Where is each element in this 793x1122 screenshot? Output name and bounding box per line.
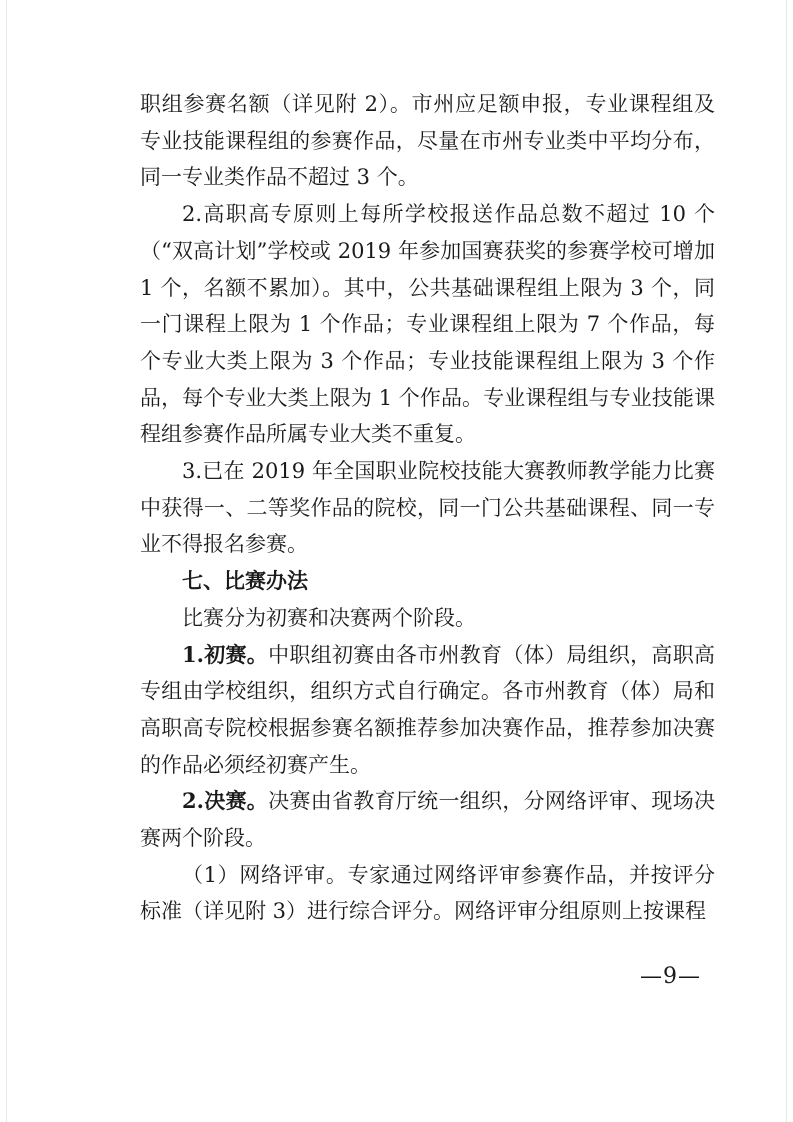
page-number: —9—	[640, 964, 701, 989]
paragraph-text: （1）网络评审。专家通过网络评审参赛作品，并按评分标准（详见附 3）进行综合评分。网络评审分组原则上按课程	[140, 862, 715, 924]
paragraph-lead: 1.初赛。	[182, 641, 269, 667]
paragraph-lead: 2.决赛。	[182, 788, 269, 814]
paragraph-final	[140, 783, 715, 856]
paragraph-text: 比赛分为初赛和决赛两个阶段。	[182, 605, 476, 630]
paragraph-stages	[140, 600, 715, 637]
paragraph-text: 职组参赛名额（详见附 2）。市州应足额申报，专业课程组及专业技能课程组的参赛作品，尽量在市州专业类中平均分布，同一专业类作品不超过 3 个。	[140, 92, 715, 190]
document-body	[140, 86, 715, 930]
paragraph-rule-3	[140, 453, 715, 563]
paragraph-text: 3.已在 2019 年全国职业院校技能大赛教师教学能力比赛中获得一、二等奖作品的院校，同一门公共基础课程、同一专业不得报名参赛。	[140, 459, 715, 557]
scan-edge-right	[786, 0, 787, 1122]
paragraph-preliminary	[140, 637, 715, 784]
paragraph-online-review	[140, 857, 715, 930]
paragraph-text: 2.高职高专原则上每所学校报送作品总数不超过 10 个（“双高计划”学校或 2019 年参加国赛获奖的参赛学校可增加 1 个，名额不累加）。其中，公共基础课程组上限为 3 个，同一门课程上限为 1 个作品；专业课程组上限为 7 个作品，每个专业大类上限为 3 个作品；专业技能课程组上限为 3 个作品，每个专业大类上限为 1 个作品。专业课程组与专业技能课程组参赛作品所属专业大类不重复。	[140, 202, 715, 447]
scan-edge-left	[6, 0, 7, 1122]
section-heading: 七、比赛办法	[182, 569, 308, 594]
paragraph-rule-2	[140, 196, 715, 453]
paragraph-text: 决赛由省教育厅统一组织，分网络评审、现场决赛两个阶段。	[140, 789, 715, 851]
paragraph-text: 中职组初赛由各市州教育（体）局组织，高职高专组由学校组织，组织方式自行确定。各市州教育（体）局和高职高专院校根据参赛名额推荐参加决赛作品，推荐参加决赛的作品必须经初赛产生。	[140, 642, 715, 777]
paragraph-continuation	[140, 86, 715, 196]
